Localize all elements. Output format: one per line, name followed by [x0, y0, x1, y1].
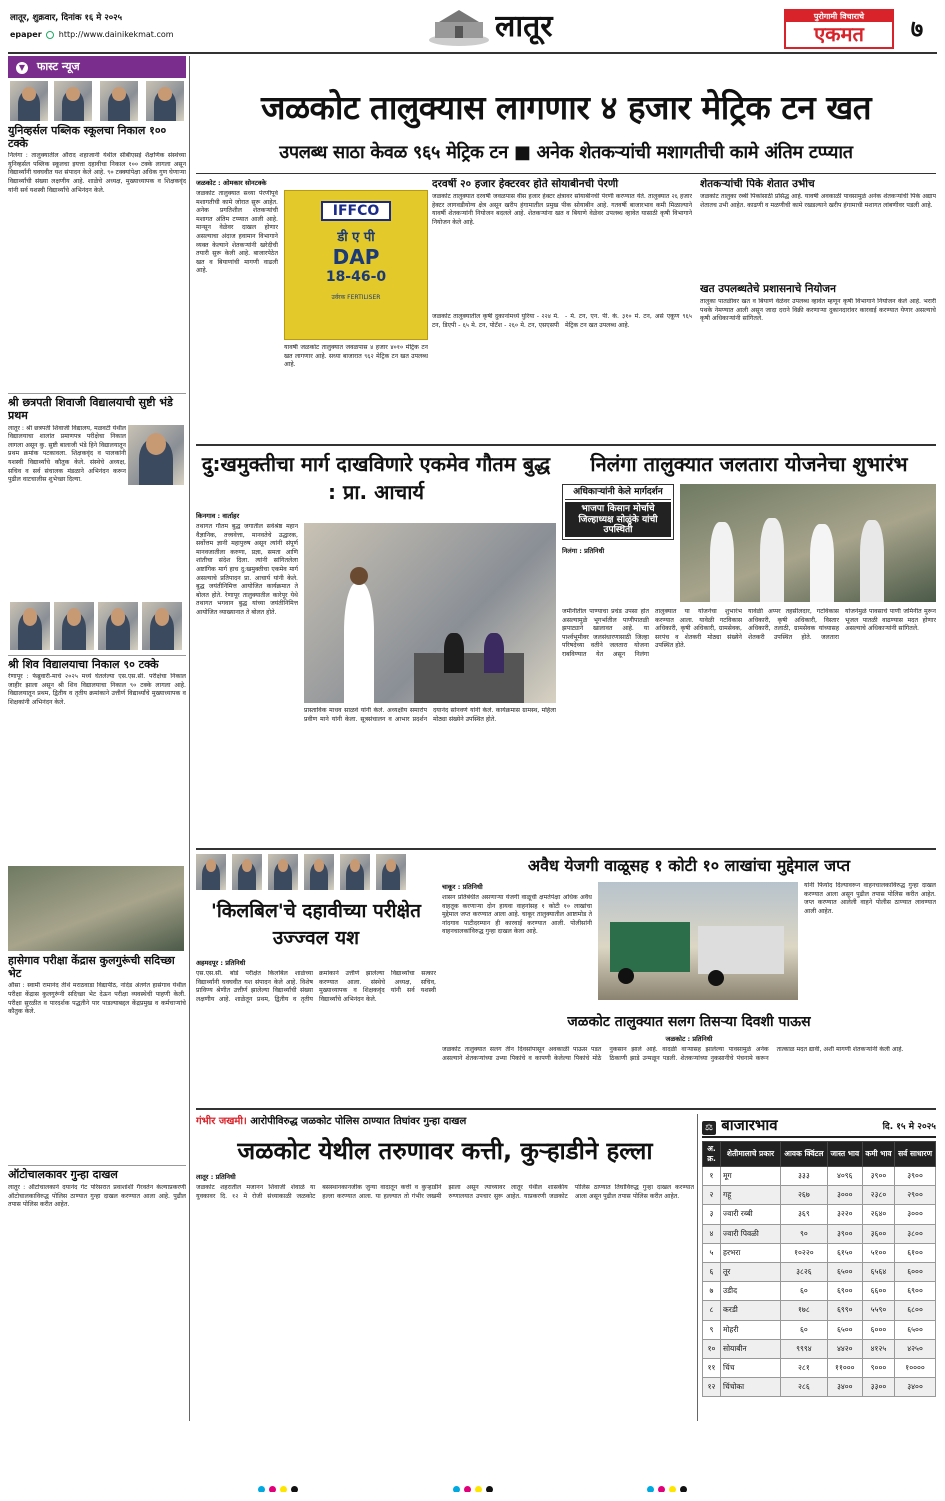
market-title: बाजारभाव: [721, 1116, 778, 1134]
table-cell: ३९००: [827, 1224, 862, 1243]
student-photos: [8, 81, 186, 121]
table-cell: ६९९०: [827, 1301, 862, 1320]
article-body-2: तालुका पातळीवर खत व बियाणे वेळेवर उपलब्ध व्हावेत म्हणून कृषी विभागाने नियोजन केले आहे. भरारी पथके नेमण्यात आली असून जादा दराने विक्री करणाऱ्या दुकानदारांवर कारवाई करण्यात येणार असल्याचे कृषी अधिकाऱ्यांनी सांगितले.: [700, 298, 936, 323]
table-cell: चिंचोका: [721, 1378, 781, 1397]
table-cell: २८१: [781, 1358, 828, 1377]
student-photo: [142, 602, 182, 650]
page-number: ७: [910, 15, 924, 43]
table-cell: १०२२०: [781, 1243, 828, 1262]
student-photo: [232, 854, 262, 890]
table-cell: ९९९४: [781, 1339, 828, 1358]
market-title-wrap: [702, 1115, 778, 1135]
table-cell: ६५६४: [862, 1262, 894, 1281]
sack-caption: उर्वरक FERTILISER: [331, 294, 381, 301]
table-cell: ३४००: [827, 1378, 862, 1397]
table-row: [703, 1339, 936, 1358]
table-cell: ३८००: [895, 1224, 936, 1243]
sidebox-line-1: अधिकाऱ्यांनी केले मार्गदर्शन: [565, 487, 671, 500]
lead-body: जळकोट तालुक्यात सध्या पेरणीपूर्व मशागतीची कामे जोरात सुरू आहेत. अनेक प्रगतिशील शेतकऱ्यांची मशागत अंतिम टप्प्यात आली आहे. मान्सून वेळेवर दाखल होणार असल्याचा अंदाज हवामान विभागाने व्यक्त केल्याने शेतकऱ्यांनी खरेदीची तयारी सुरू केली आहे. बाजारपेठेत खत व बियाणांची मागणी वाढली आहे.: [196, 190, 278, 275]
news-body: औसा : स्वामी रामानंद तीर्थ मराठवाडा विद्यापीठ, नांदेड अंतर्गत हासेगाव येथील परीक्षा केंद्रास कुलगुरूंनी सदिच्छा भेट देऊन परीक्षा व्यवस्थेची पाहणी केली. परीक्षा सुरळीत व पारदर्शक पद्धतीने पार पाडल्याबद्दल केंद्रप्रमुख व कर्मचाऱ्यांचे कौतुक केले.: [8, 982, 186, 1016]
table-cell: २६४०: [862, 1205, 894, 1224]
table-cell: ६: [703, 1262, 721, 1281]
column-header: अ. क्र.: [703, 1142, 721, 1167]
table-row: [703, 1243, 936, 1262]
table-cell: ११: [703, 1358, 721, 1377]
table-row: [703, 1205, 936, 1224]
table-cell: ४: [703, 1224, 721, 1243]
table-cell: ४१२५: [862, 1339, 894, 1358]
byline: लातूर : प्रतिनिधी: [196, 1173, 236, 1181]
table-cell: १००००: [895, 1358, 936, 1377]
brand-logo: एकमत: [814, 22, 864, 46]
attack-article: [196, 1114, 694, 1421]
table-cell: ६०: [781, 1282, 828, 1301]
brand-masthead: [784, 9, 894, 49]
student-photo: [196, 854, 226, 890]
table-cell: सोयाबीन: [721, 1339, 781, 1358]
epaper-label: epaper: [10, 30, 42, 39]
student-photos: [196, 854, 436, 890]
byline: जळकोट : प्रतिनिधी: [665, 1035, 713, 1043]
fast-news-column: [8, 56, 186, 1421]
table-row: [703, 1358, 936, 1377]
column-header: आवक क्विंटल: [781, 1142, 828, 1167]
banner-headline: जळकोट तालुक्यास लागणार ४ हजार मेट्रिक टन खत: [260, 88, 871, 127]
table-cell: ६०: [781, 1320, 828, 1339]
news-title: श्री छत्रपती शिवाजी विद्यालयाची सुष्टी भंडे प्रथम: [8, 396, 173, 422]
table-cell: ३९००: [895, 1167, 936, 1186]
table-cell: १२: [703, 1378, 721, 1397]
table-cell: १: [703, 1167, 721, 1186]
table-row: [703, 1282, 936, 1301]
table-cell: २९००: [895, 1186, 936, 1205]
table-cell: २८६: [781, 1378, 828, 1397]
table-cell: ३०००: [827, 1186, 862, 1205]
student-photo: [98, 602, 138, 650]
table-cell: ३६००: [862, 1224, 894, 1243]
table-cell: ७: [703, 1282, 721, 1301]
table-row: [703, 1224, 936, 1243]
city-emblem: [425, 8, 493, 48]
table-cell: ३३३: [781, 1167, 828, 1186]
table-cell: ६०००: [862, 1320, 894, 1339]
table-cell: चिंच: [721, 1358, 781, 1377]
table-cell: ५५९०: [862, 1301, 894, 1320]
column-header: कमी भाव: [862, 1142, 894, 1167]
article-body: जळकोट तालुक्यात सलग तीन दिवसांपासून अवकाळी पाऊस पडत असल्याने शेतकऱ्यांच्या उभ्या पिकांचे व कापणी केलेल्या पिकांचे मोठे नुकसान झाले आहे. वादळी वाऱ्यासह झालेल्या पावसामुळे अनेक ठिकाणी झाडे उन्मळून पडली. शेतकऱ्यांच्या नुकसानीचे पंचनामे करून तात्काळ मदत द्यावी, अशी मागणी शेतकऱ्यांनी केली आहे.: [442, 1046, 904, 1062]
buddha-article: [196, 450, 556, 846]
table-cell: हरभरा: [721, 1243, 781, 1262]
crops-article: [700, 178, 936, 440]
article-title: दु:खमुक्तीचा मार्ग दाखविणारे एकमेव गौतम बुद्ध : प्रा. आचार्य: [201, 452, 551, 504]
table-cell: ४४२०: [827, 1339, 862, 1358]
fast-news-title: फास्ट न्यूज: [36, 60, 80, 73]
table-cell: ११०००: [827, 1358, 862, 1377]
table-cell: ५: [703, 1243, 721, 1262]
table-cell: ६०००: [895, 1262, 936, 1281]
student-photo: [10, 81, 48, 121]
table-cell: ६९००: [827, 1282, 862, 1301]
table-cell: १७८: [781, 1301, 828, 1320]
article-title: जळकोट तालुक्यात सलग तिसऱ्या दिवशी पाऊस: [567, 1014, 811, 1030]
table-cell: ९०००: [862, 1358, 894, 1377]
photo-caption: प्रास्ताविक माधव साळवे यांनी केले. अध्यक्षीय समारोप प्रवीण माने यांनी केला. सूत्रसंचालन व आभार प्रदर्शन दयानंद सोनवणे यांनी केले. कार्यक्रमास ग्रामस्थ, महिला मोठ्या संख्येने उपस्थित होते.: [304, 707, 556, 723]
article-title: जळकोट येथील तरुणावर कत्ती, कुऱ्हाडीने हल्ला: [237, 1137, 653, 1165]
table-cell: ज्वारी रब्बी: [721, 1205, 781, 1224]
table-cell: २: [703, 1186, 721, 1205]
city-name: लातूर: [495, 9, 553, 44]
article-body: तथागत गौतम बुद्ध जगातील सर्वश्रेष्ठ महान वैज्ञानिक, तत्त्ववेत्ता, मानवतेचे उद्धारक, सर्वोत्तम ज्ञानी महापुरुष असून त्यांनी संपूर्ण मानवजातीला करुणा, प्रज्ञा, समता आणि शांतीचा संदेश दिला. त्यांनी सांगितलेला अष्टांगिक मार्ग हाच दु:खमुक्तीचा एकमेव मार्ग असल्याचे प्रतिपादन प्रा. आचार्य यांनी केले. बुद्ध जयंतीनिमित्त आयोजित कार्यक्रमात ते बोलत होते. रेणापूर तालुक्यातील कारेपूर येथे तथागत भगवान बुद्ध यांच्या जयंतीनिमित्त आयोजित व्याख्यानात ते बोलत होते.: [196, 523, 298, 616]
table-row: [703, 1167, 936, 1186]
kicker-detail: आरोपीविरुद्ध जळकोट पोलिस ठाण्यात तिघांवर गुन्हा दाखल: [250, 1116, 467, 1127]
chevron-down-icon: ▼: [16, 62, 28, 74]
article-body-2: यावेळी अप्पर तहसीलदार, गटविकास अधिकारी, कृषी अधिकारी, विस्तार अधिकारी, तलाठी, ग्रामसेवक यांच्यासह शेतकरी उपस्थित होते. जलतारा योजनेमुळे पावसाचे पाणी जमिनीत मुरून भूजल पातळी वाढण्यास मदत होणार असल्याचे अधिकाऱ्यांनी सांगितले.: [748, 608, 936, 641]
table-cell: करडी: [721, 1301, 781, 1320]
table-cell: ५१००: [862, 1243, 894, 1262]
rain-article: [442, 1012, 936, 1104]
website-link[interactable]: http://www.dainikekmat.com: [58, 30, 174, 39]
nilanga-event-photo: [680, 484, 936, 602]
table-cell: ६५००: [827, 1320, 862, 1339]
news-title: हासेगाव परीक्षा केंद्रास कुलगुरूंची सदिच्छा भेट: [8, 954, 175, 980]
table-cell: ३६९: [781, 1205, 828, 1224]
event-photo: [304, 523, 556, 703]
student-photo: [268, 854, 298, 890]
table-cell: ६१००: [895, 1243, 936, 1262]
table-cell: गहू: [721, 1186, 781, 1205]
table-cell: ४२५०: [895, 1339, 936, 1358]
news-title: ऑटोचालकावर गुन्हा दाखल: [8, 1168, 118, 1182]
article-body: जळकोट तालुका रब्बी पिकांसाठी प्रसिद्ध आहे. यावर्षी अवकाळी पावसामुळे अनेक शेतकऱ्यांची पिके अद्याप शेतातच उभी आहेत. काढणी व मळणीची कामे रखडल्याने खरीप हंगामाची मशागत लांबणीवर पडली आहे.: [700, 193, 936, 209]
article-body-2: जळकोट तालुक्यातील कृषी दुकानांमध्ये युरिया - २२४ मे. टन, डिएपी - ६५ मे. टन, पोटॅश - २६० मे. टन, एसएसपी - मे. टन, एन. पी. के. ३१० मे. टन, असे एकूण ९६५ मेट्रिक टन खत उपलब्ध आहे.: [432, 313, 692, 329]
student-photo: [10, 602, 50, 650]
market-rates: [702, 1114, 936, 1421]
epaper-line: [10, 30, 240, 44]
table-cell: मोहरी: [721, 1320, 781, 1339]
kicker: गंभीर जखमी।: [196, 1116, 247, 1127]
student-photo: [54, 602, 94, 650]
byline: अहमदपूर : प्रतिनिधी: [196, 959, 246, 967]
table-cell: २६७: [781, 1186, 828, 1205]
article-body: शासन प्रतिबंधीत असणाऱ्या येजगी वाळूची क्षमतेपेक्षा अधिक अवैध वाहतूक करणाऱ्या दोन हायवा वाहनांसह १ कोटी १० लाखांचा मुद्देमाल जप्त करण्यात आला आहे. चाकूर तालुक्यातील आष्टामोड ते नांदगाव पाटीदरम्यान ही कारवाई करण्यात आली. पोलीसांनी वाहनचालकांविरुद्ध गुन्हा दाखल केला आहे.: [442, 894, 592, 936]
table-cell: ४०९६: [827, 1167, 862, 1186]
article-body: जळकोट शहरातील मजानन शिवाजी शेवाळे या युवकावर दि. १२ मे रोजी संध्याकाळी जळकोट बसस्थानकानजीक जुन्या वादातून कत्ती व कुऱ्हाडीने हल्ला करण्यात आला. या हल्ल्यात तो गंभीर जखमी झाला असून त्याच्यावर लातूर येथील शासकीय रुग्णालयात उपचार सुरू आहेत. याप्रकरणी जळकोट पोलिस ठाण्यात तिघांविरुद्ध गुन्हा दाखल करण्यात आला असून पुढील तपास पोलिस करीत आहेत.: [196, 1184, 694, 1200]
column-header: शेतीमालाचे प्रकार: [721, 1142, 781, 1167]
student-photos: [8, 602, 186, 652]
lead-article: [196, 178, 428, 440]
table-cell: ३४००: [895, 1378, 936, 1397]
sand-article: [442, 854, 936, 1008]
sack-name-mr: डी ए पी: [337, 230, 375, 245]
exam-hall-photo: [8, 866, 184, 951]
table-cell: ३: [703, 1205, 721, 1224]
sidebox: [562, 484, 674, 540]
student-photo: [54, 81, 92, 121]
student-photo: [100, 81, 138, 121]
table-cell: ६६००: [862, 1282, 894, 1301]
table-cell: ६८००: [895, 1301, 936, 1320]
market-table: [702, 1141, 936, 1397]
attack-kicker-line: [196, 1114, 694, 1130]
table-cell: ज्वारी पिवळी: [721, 1224, 781, 1243]
fertilizer-sack-image: [284, 190, 428, 340]
news-body: लातूर : श्री छत्रपती शिवाजी विद्यालय, मळवटी येथील विद्यालयाचा शालांत प्रमाणपत्र परीक्षेचा निकाल लागला असून कु. सुष्टी बालाजी भंडे हिने विद्यालयातून प्रथम क्रमांक पटकावला. शिक्षकवृंद व पालकांनी यशस्वी विद्यार्थ्यांचे कौतुक केले. संस्थेचे अध्यक्ष, सचिव व सर्व संचालक मंडळाने अभिनंदन करून पुढील वाटचालीस शुभेच्छा दिल्या.: [8, 424, 126, 484]
article-title: 'किलबिल'चे दहावीच्या परीक्षेत उज्ज्वल यश: [211, 900, 421, 949]
globe-icon: [46, 31, 54, 39]
sack-name: DAP: [332, 245, 380, 269]
brand-tagline: पुरोगामी विचाराचे: [786, 11, 892, 22]
dateline: लातूर, शुक्रवार, दिनांक १६ मे २०२५: [10, 13, 123, 23]
article-subtitle: खत उपलब्धतेचे प्रशासनाचे नियोजन: [700, 283, 836, 296]
seized-trucks-photo: [598, 882, 798, 1000]
student-photo: [340, 854, 370, 890]
byline: चाकूर : प्रतिनिधी: [442, 883, 483, 891]
table-cell: ३२२०: [827, 1205, 862, 1224]
banner-subheadline: उपलब्ध साठा केवळ ९६५ मेट्रिक टन ■ अनेक शेतकऱ्यांची मशागतीची कामे अंतिम टप्प्यात: [279, 142, 853, 163]
table-cell: ३८२६: [781, 1262, 828, 1281]
table-cell: ९०: [781, 1224, 828, 1243]
table-cell: ९: [703, 1320, 721, 1339]
article-body-2: यांनी फिर्याद दिल्यावरून वाहनचालकाविरुद्ध गुन्हा दाखल करण्यात आला असून पुढील तपास पोलिस करीत आहेत. जप्त करण्यात आलेली वाहने पोलीस ठाण्यात लावण्यात आली आहेत.: [804, 882, 936, 915]
table-row: [703, 1378, 936, 1397]
fast-news-header: [8, 56, 186, 78]
table-cell: ६५००: [895, 1320, 936, 1339]
kilbil-article: [196, 854, 436, 1104]
news-title: युनिव्हर्सल पब्लिक स्कूलचा निकाल १०० टक्के: [8, 124, 167, 150]
column-header: जास्त भाव: [827, 1142, 862, 1167]
byline: निलंगा : प्रतिनिधी: [562, 547, 605, 556]
table-cell: तूर: [721, 1262, 781, 1281]
article-body: जमीनीतील पाण्याचा प्रचंड उपसा होत असल्यामुळे भूगर्भातील पाणीपातळी झपाट्याने खालावत आहे. या पार्श्वभूमीवर जलसंधारणासाठी जिल्हा परिषदेच्या वतीने जलतारा योजना राबविण्यात येत असून निलंगा तालुक्यात या योजनेचा शुभारंभ करण्यात आला. यावेळी गटविकास अधिकारी, कृषी अधिकारी, ग्रामसेवक, सरपंच व शेतकरी मोठ्या संख्येने उपस्थित होते.: [562, 608, 742, 658]
article-body: एस.एस.सी. बोर्ड परीक्षेत किलबिल शाळेच्या विद्यार्थ्यांनी घवघवीत यश संपादन केले आहे. विशेष प्राविण्य श्रेणीत उत्तीर्ण झालेल्या विद्यार्थ्यांची संख्या लक्षणीय आहे. शाळेतून प्रथम, द्वितीय व तृतीय क्रमांकाने उत्तीर्ण झालेल्या विद्यार्थ्यांचा सत्कार करण्यात आला. संस्थेचे अध्यक्ष, सचिव, मुख्याध्यापक व शिक्षकवृंद यांनी सर्व यशस्वी विद्यार्थ्यांचे अभिनंदन केले.: [196, 970, 436, 1003]
table-row: [703, 1186, 936, 1205]
table-cell: ३३००: [862, 1378, 894, 1397]
article-title: अवैध येजगी वाळूसह १ कोटी १० लाखांचा मुद्देमाल जप्त: [527, 856, 851, 875]
news-body: निलंगा : तालुक्यातील औराद शहाजानी येथील सीबीएसई शैक्षणिक संस्थेच्या युनिव्हर्सल पब्लिक स्कूलचा इयत्ता दहावीचा निकाल १०० टक्के लागला असून विद्यार्थ्यांनी घवघवीत यश संपादन केले आहे. ९० टक्क्यांपेक्षा अधिक गुण घेणाऱ्या विद्यार्थ्यांची संख्या लक्षणीय आहे. शाळेचे अध्यक्ष, मुख्याध्यापक व शिक्षकवृंद यांनी सर्व यशस्वी विद्यार्थ्यांचे अभिनंदन केले.: [8, 152, 186, 194]
soybean-article: [432, 178, 692, 440]
table-cell: मूग: [721, 1167, 781, 1186]
table-cell: उडीद: [721, 1282, 781, 1301]
iffco-logo: IFFCO: [321, 201, 391, 221]
student-photo: [376, 854, 406, 890]
byline: किनगाव : वार्ताहर: [196, 512, 240, 520]
market-date: दि. १५ मे २०२५: [882, 1121, 936, 1132]
article-body: जळकोट तालुक्यात दरवर्षी जवळपास वीस हजार हेक्टर क्षेत्रावर सोयाबीनची पेरणी करण्यात येते. तालुक्यात २६ हजार हेक्टर लागवडीयोग्य क्षेत्र असून खरीप हंगामातील प्रमुख पीक सोयाबीन आहे. गतवर्षी बाजारभाव कमी मिळाल्याने यावर्षी शेतकऱ्यांनी नियोजन बदलले आहे. शेतकऱ्यांना खत व बियाणे वेळेवर उपलब्ध व्हावेत यासाठी कृषी विभागाने नियोजन केले आहे.: [432, 193, 692, 226]
student-photo: [128, 425, 184, 485]
news-body: रेणापूर : फेब्रुवारी-मार्च २०२५ मध्ये घेतलेल्या एस.एस.सी. परीक्षेचा निकाल जाहीर झाला असून श्री शिव विद्यालयाचा निकाल ९० टक्के लागला आहे. विद्यालयातून प्रथम, द्वितीय व तृतीय क्रमांकाने उत्तीर्ण विद्यार्थ्यांचे मुख्याध्यापक व शिक्षकांनी अभिनंदन केले.: [8, 673, 186, 706]
table-cell: ६५००: [827, 1262, 862, 1281]
nilanga-article: [562, 450, 936, 846]
table-cell: ६१५०: [827, 1243, 862, 1262]
sack-grade: 18-46-0: [325, 269, 387, 285]
column-header: सर्व साधारण: [895, 1142, 936, 1167]
byline: जळकोट : ओमकार सोनटक्के: [196, 179, 267, 187]
table-row: [703, 1301, 936, 1320]
news-body: लातूर : ऑटोचालकाने दयानंद गेट परिसरात प्रवाशांशी गैरवर्तन केल्याप्रकरणी ऑटोचालकाविरुद्ध पोलिस ठाण्यात गुन्हा दाखल करण्यात आला आहे. पुढील तपास पोलिस करीत आहेत.: [8, 1184, 186, 1209]
table-cell: ३९००: [862, 1167, 894, 1186]
news-title: श्री शिव विद्यालयाचा निकाल ९० टक्के: [8, 657, 159, 671]
table-cell: १०: [703, 1339, 721, 1358]
table-row: [703, 1320, 936, 1339]
table-cell: ८: [703, 1301, 721, 1320]
lead-body-2: यावर्षी जळकोट तालुक्यात जवळपास ४ हजार ४०१० मेट्रिक टन खत लागणार आहे. सध्या बाजारात ९६२ मेट्रिक टन खत उपलब्ध आहे.: [284, 344, 428, 369]
market-header: [702, 1114, 936, 1138]
student-photo: [146, 81, 184, 121]
print-registration-marks: [0, 1478, 945, 1492]
student-photo: [304, 854, 334, 890]
sidebox-line-2: भाजपा किसान मोर्चाचे जिल्हाध्यक्ष सोळुंके यांची उपस्थिती: [565, 502, 671, 537]
scale-icon: ⚖: [702, 1121, 716, 1135]
table-row: [703, 1262, 936, 1281]
table-cell: ६९००: [895, 1282, 936, 1301]
article-title: निलंगा तालुक्यात जलतारा योजनेचा शुभारंभ: [590, 452, 908, 476]
table-cell: ३०००: [895, 1205, 936, 1224]
table-cell: २३८०: [862, 1186, 894, 1205]
article-title: शेतकऱ्यांची पिके शेतात उभीच: [700, 178, 815, 190]
article-title: दरवर्षी २० हजार हेक्टरवर होते सोयाबीनची पेरणी: [432, 178, 619, 190]
